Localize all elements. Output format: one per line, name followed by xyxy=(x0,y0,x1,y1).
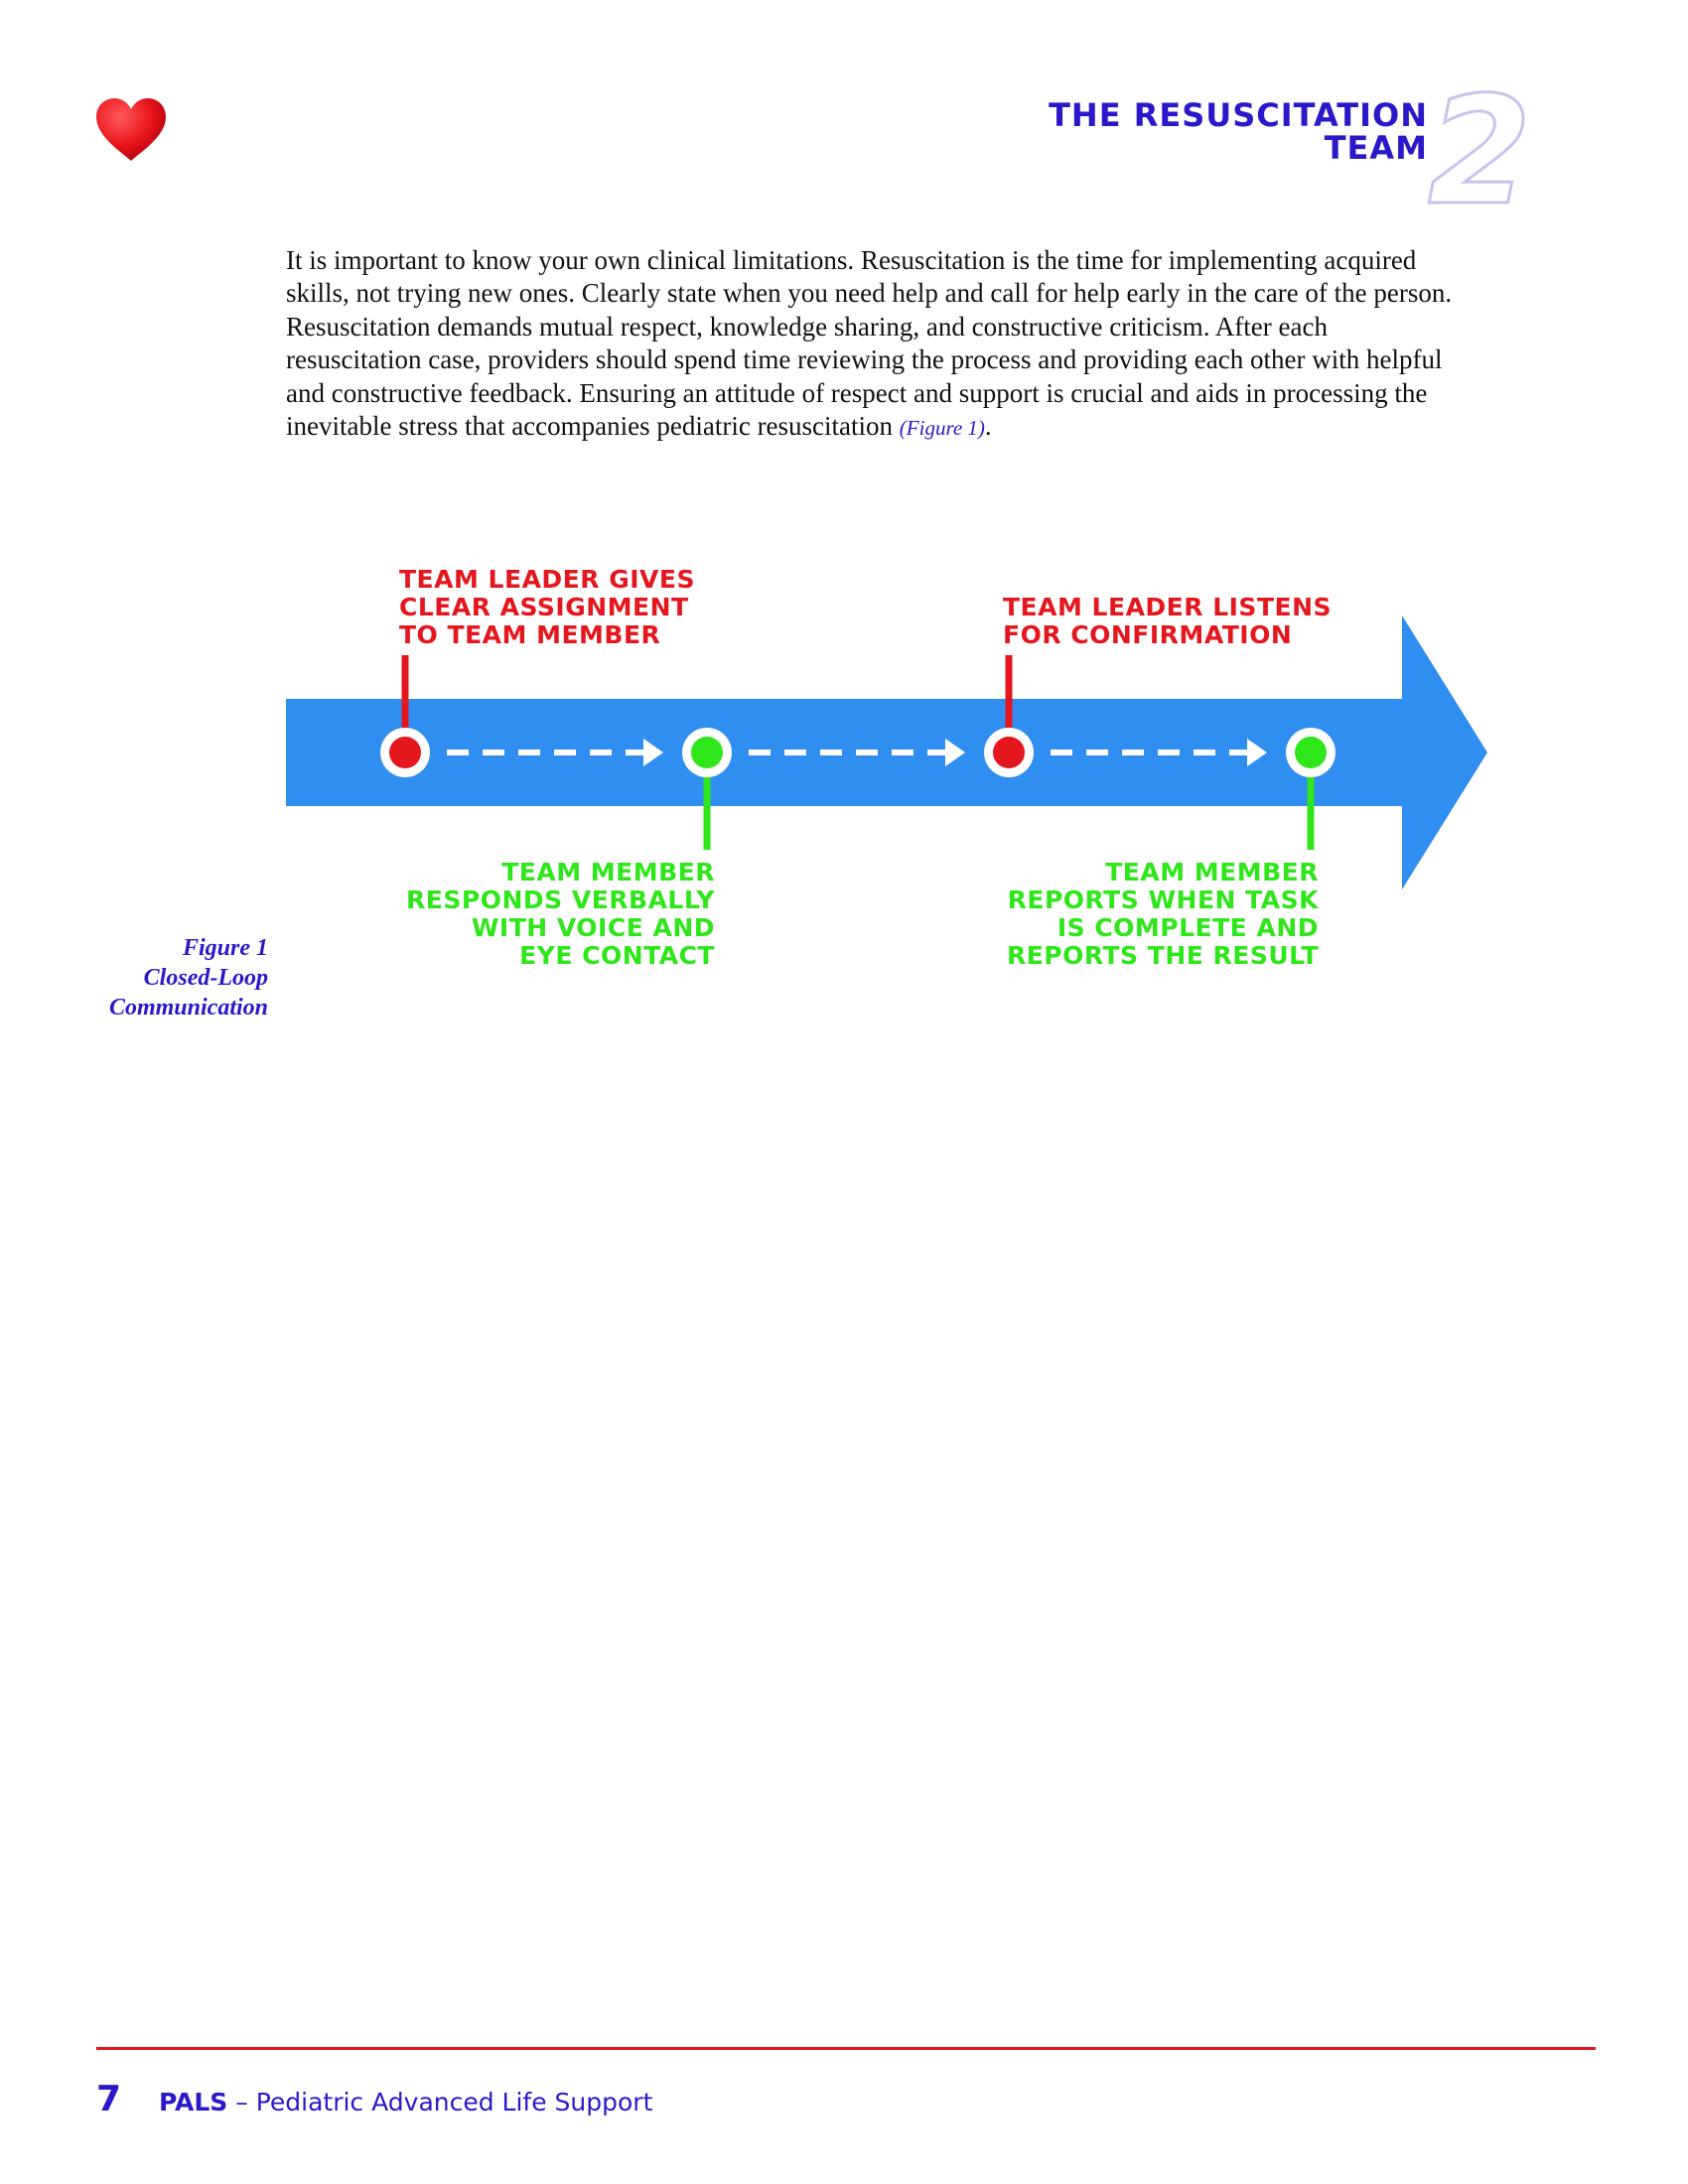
figure-number: Figure 1 xyxy=(182,935,268,961)
chapter-title xyxy=(1049,96,1428,167)
figure-caption xyxy=(109,933,268,1023)
step-label-leader-assign: TEAM LEADER GIVES CLEAR ASSIGNMENT TO TEAM MEMBER xyxy=(399,565,695,649)
chapter-number-text: 2 xyxy=(1428,73,1532,222)
figure-caption-line2: Communication xyxy=(108,995,268,1021)
closed-loop-diagram xyxy=(278,556,1509,993)
footer-brand: PALS xyxy=(159,2088,228,2116)
page-number: 7 xyxy=(96,2079,122,2119)
step-label-member-respond: TEAM MEMBER RESPONDS VERBALLY WITH VOICE AND EYE CONTACT xyxy=(406,858,715,970)
paragraph-end: . xyxy=(984,411,992,442)
figure-caption-line1: Closed-Loop xyxy=(143,965,268,991)
chapter-title-line2: TEAM xyxy=(1324,129,1428,167)
paragraph-text: It is important to know your own clinical limitations. Resuscitation is the time for implementing acquired skills, not trying new ones. Clearly state when you need help and call for help early in the care of the person. Resuscitation demands mutual respect, knowledge sharing, and constructive criticism. After each resuscitation case, providers should spend time reviewing the process and providing each other with helpful and constructive feedback. Ensuring an attitude of respect and support is crucial and aids in processing the inevitable stress that accompanies pediatric resuscitation xyxy=(286,245,1453,442)
chapter-number xyxy=(1418,73,1547,222)
chapter-title-line1: THE RESUSCITATION xyxy=(1049,96,1428,134)
step-label-member-report: TEAM MEMBER REPORTS WHEN TASK IS COMPLETE AND REPORTS THE RESULT xyxy=(1006,858,1319,970)
step-label-leader-listen: TEAM LEADER LISTENS FOR CONFIRMATION xyxy=(1003,593,1332,649)
footer-divider xyxy=(96,2047,1596,2050)
heart-icon xyxy=(94,97,168,163)
body-paragraph xyxy=(286,244,1458,445)
figure-reference-link[interactable]: (Figure 1) xyxy=(899,416,985,441)
footer-subtitle: – Pediatric Advanced Life Support xyxy=(227,2088,653,2116)
footer-title xyxy=(159,2088,652,2116)
